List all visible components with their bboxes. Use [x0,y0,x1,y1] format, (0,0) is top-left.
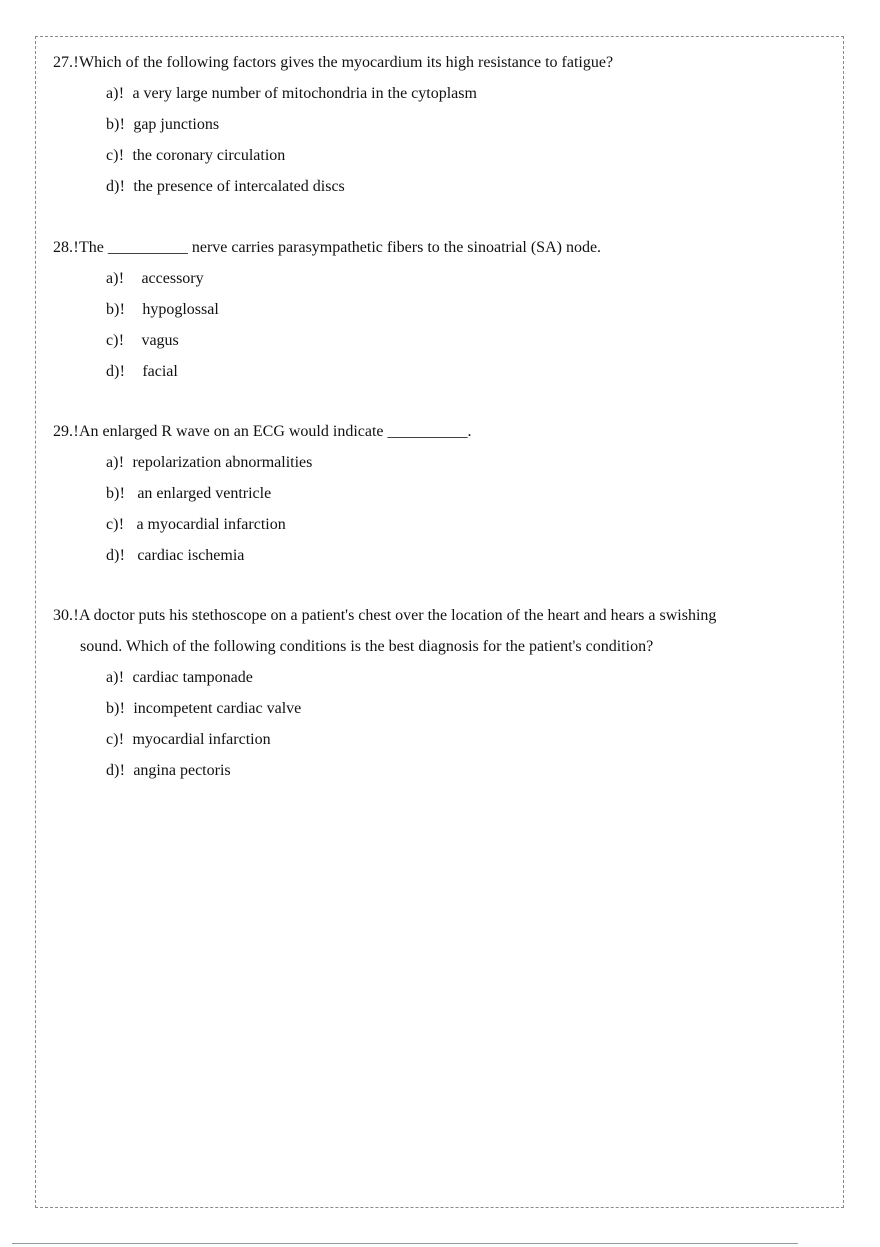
option-letter: c) [106,516,119,533]
option-text: cardiac ischemia [137,547,245,564]
option-letter: a) [106,270,119,287]
option-d[interactable] [106,356,813,387]
question-text-continued: sound. Which of the following conditions is the best diagnosis for the patient's condition? [80,638,654,655]
question-29 [53,416,813,571]
marker-glyph: ! [118,332,125,349]
option-text: myocardial infarction [132,731,271,748]
option-text: cardiac tamponade [132,669,253,686]
question-text: Which of the following factors gives the myocardium its high resistance to fatigue? [79,54,614,71]
option-c[interactable] [106,509,813,540]
footer-rule [12,1243,798,1244]
option-d[interactable] [106,540,813,571]
question-text: An enlarged R wave on an ECG would indicate __________. [79,423,472,440]
option-d[interactable] [106,755,813,786]
marker-glyph: ! [119,178,125,195]
marker-glyph: ! [119,700,125,717]
marker-glyph: ! [119,547,125,564]
marker-glyph: ! [118,85,125,102]
option-text: a very large number of mitochondria in the cytoplasm [132,85,477,102]
option-text: a myocardial infarction [136,516,286,533]
marker-glyph: ! [118,270,125,287]
option-b[interactable] [106,693,813,724]
option-a[interactable] [106,263,813,294]
question-stem [53,416,813,447]
option-letter: b) [106,301,120,318]
option-letter: a) [106,454,119,471]
option-letter: d) [106,363,120,380]
option-letter: d) [106,762,120,779]
marker-glyph: ! [119,116,125,133]
option-b[interactable] [106,294,813,325]
option-text: accessory [141,270,204,287]
option-text: incompetent cardiac valve [133,700,302,717]
option-d[interactable] [106,171,813,202]
option-letter: b) [106,485,120,502]
question-number: 29. [53,423,73,440]
question-text: A doctor puts his stethoscope on a patient's chest over the location of the heart and hears a swishing [79,607,717,624]
question-number: 27. [53,54,73,71]
option-c[interactable] [106,325,813,356]
option-letter: d) [106,178,120,195]
option-text: vagus [141,332,179,349]
options-list [106,78,813,202]
marker-glyph: ! [73,54,79,71]
question-28 [53,232,813,387]
question-text: The __________ nerve carries parasympathetic fibers to the sinoatrial (SA) node. [79,239,602,256]
option-text: gap junctions [133,116,220,133]
option-a[interactable] [106,78,813,109]
option-letter: c) [106,147,119,164]
marker-glyph: ! [118,147,125,164]
marker-glyph: ! [119,485,125,502]
marker-glyph: ! [73,423,79,440]
marker-glyph: ! [119,363,125,380]
option-text: repolarization abnormalities [132,454,313,471]
options-list [106,447,813,571]
question-number: 28. [53,239,73,256]
marker-glyph: ! [119,762,125,779]
option-letter: c) [106,332,119,349]
option-text: hypoglossal [142,301,219,318]
option-letter: a) [106,669,119,686]
option-a[interactable] [106,662,813,693]
question-27 [53,47,813,202]
question-stem [53,47,813,78]
question-stem [53,232,813,263]
option-text: the coronary circulation [132,147,286,164]
marker-glyph: ! [73,607,79,624]
marker-glyph: ! [118,669,125,686]
option-a[interactable] [106,447,813,478]
marker-glyph: ! [118,454,125,471]
option-text: an enlarged ventricle [137,485,272,502]
marker-glyph: ! [118,516,125,533]
option-text: facial [142,363,178,380]
option-letter: d) [106,547,120,564]
marker-glyph: ! [119,301,125,318]
option-letter: b) [106,700,120,717]
option-letter: b) [106,116,120,133]
marker-glyph: ! [118,731,125,748]
options-list [106,263,813,387]
question-stem [53,600,813,631]
marker-glyph: ! [73,239,79,256]
option-text: angina pectoris [133,762,231,779]
option-text: the presence of intercalated discs [133,178,345,195]
question-30 [53,600,813,786]
option-c[interactable] [106,724,813,755]
options-list [106,662,813,786]
question-number: 30. [53,607,73,624]
option-letter: a) [106,85,119,102]
option-b[interactable] [106,109,813,140]
option-c[interactable] [106,140,813,171]
option-letter: c) [106,731,119,748]
option-b[interactable] [106,478,813,509]
